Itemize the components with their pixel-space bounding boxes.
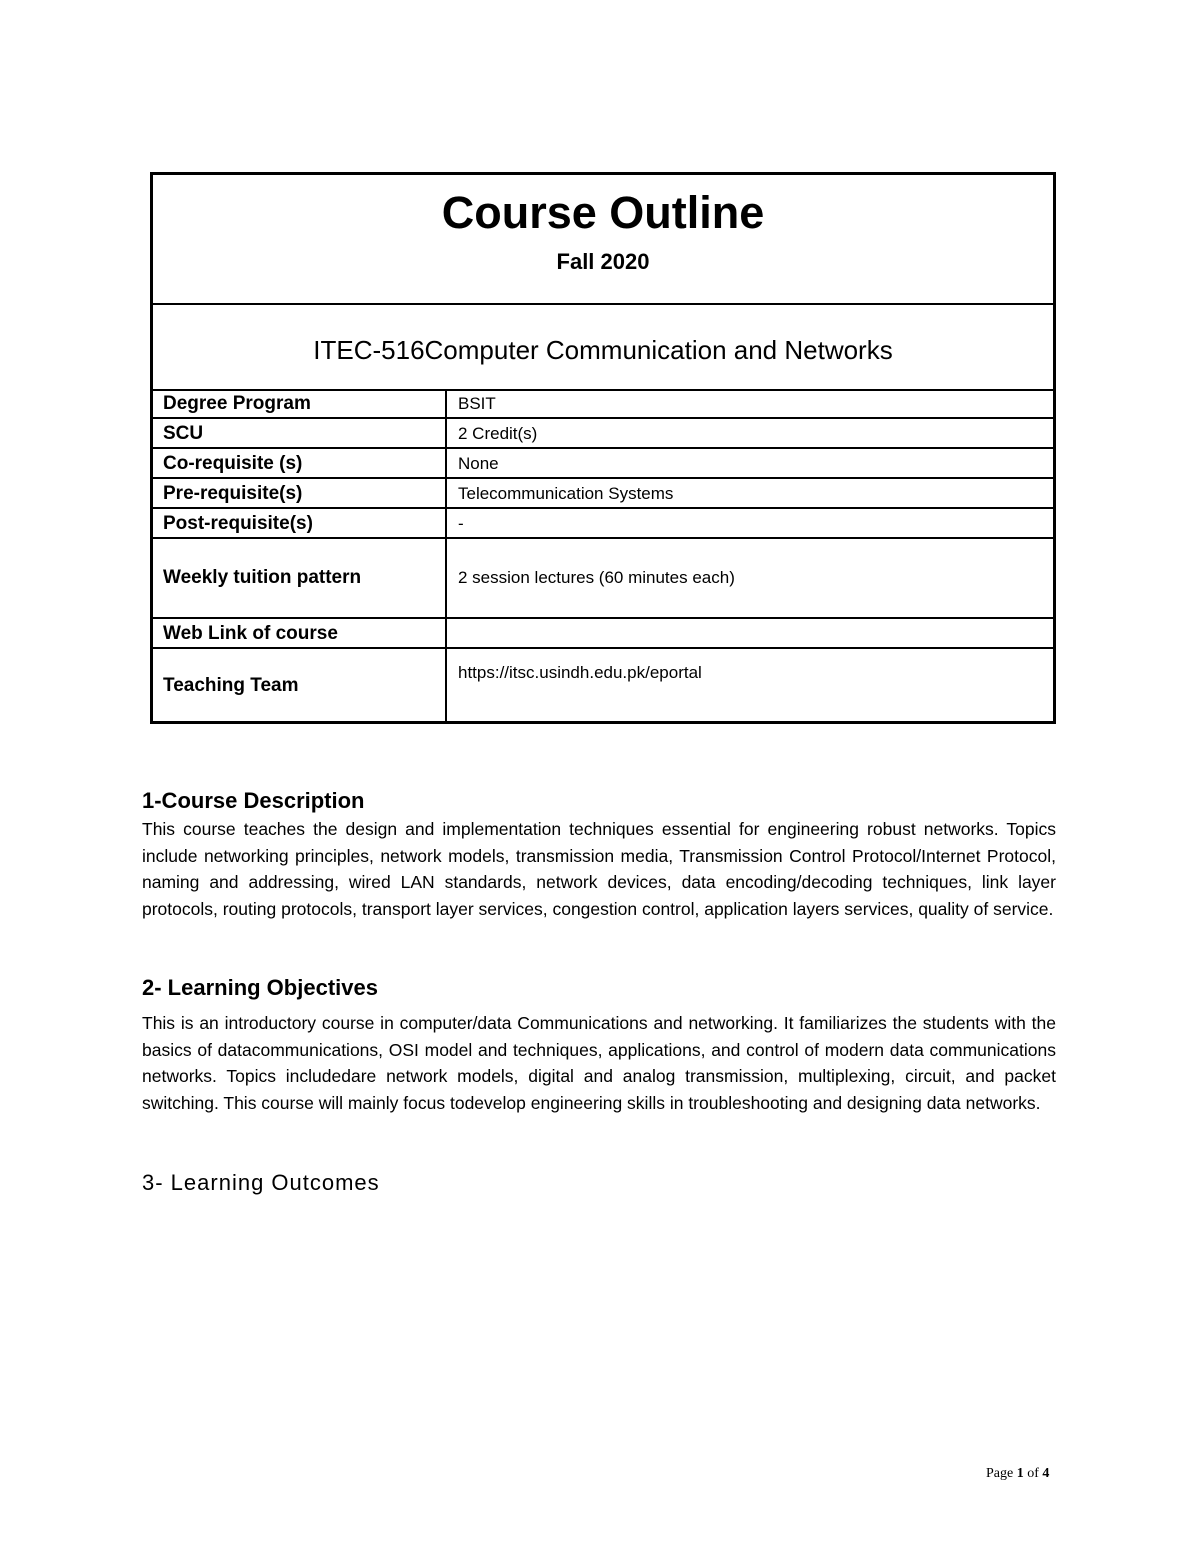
- course-description-text: This course teaches the design and implementation techniques essential for engineering robust networks. Topics include networking principles, network models, transmission media, Transmission Control Protocol/Internet Protocol, naming and addressing, wired LAN standards, network devices, data encoding/decoding techniques, link layer protocols, routing protocols, transport layer services, congestion control, application layers services, quality of service.: [142, 819, 1056, 919]
- row-label: SCU: [163, 423, 204, 444]
- of-word: of: [1027, 1466, 1039, 1481]
- teaching-team-link[interactable]: https://itsc.usindh.edu.pk/eportal: [458, 663, 702, 682]
- term-label: Fall 2020: [556, 249, 650, 274]
- table-row: [153, 389, 1053, 419]
- table-row: [153, 649, 1053, 721]
- row-label: Web Link of course: [163, 623, 338, 644]
- total-pages: 4: [1042, 1466, 1050, 1481]
- page-number: [986, 1466, 1049, 1482]
- section-heading-description: 1-Course Description: [142, 788, 365, 813]
- course-name: ITEC-516Computer Communication and Networks: [313, 335, 893, 365]
- learning-objectives-text: This is an introductory course in computer/data Communications and networking. It familiarizes the students with the basics of datacommunications, OSI model and techniques, applications, and control of modern data communications networks. Topics includedare network models, digital and analog transmission, multiplexing, circuit, and packet switching. This course will mainly focus todevelop engineering skills in troubleshooting and designing data networks.: [142, 1013, 1056, 1113]
- page-title: Course Outline: [441, 187, 765, 238]
- table-row: [153, 509, 1053, 539]
- row-value: Telecommunication Systems: [458, 484, 674, 503]
- table-row: [153, 449, 1053, 479]
- row-value: None: [458, 454, 499, 473]
- course-cell: [153, 305, 1053, 391]
- row-value: 2 session lectures (60 minutes each): [458, 568, 735, 587]
- table-row: [153, 619, 1053, 649]
- row-label: Co-requisite (s): [163, 453, 303, 474]
- title-cell: [153, 175, 1053, 305]
- row-label: Weekly tuition pattern: [163, 567, 362, 588]
- table-row: [153, 419, 1053, 449]
- current-page: 1: [1016, 1466, 1024, 1481]
- table-row: [153, 479, 1053, 509]
- row-label: Degree Program: [163, 393, 311, 414]
- row-label: Post-requisite(s): [163, 513, 313, 534]
- section-heading-outcomes: 3- Learning Outcomes: [142, 1170, 380, 1195]
- course-info-table: [150, 172, 1056, 724]
- row-label: Pre-requisite(s): [163, 483, 303, 504]
- section-heading-objectives: 2- Learning Objectives: [142, 975, 378, 1000]
- row-value: BSIT: [458, 394, 496, 413]
- row-value: -: [458, 514, 464, 533]
- table-row: [153, 539, 1053, 619]
- row-label: Teaching Team: [163, 675, 299, 696]
- page-word: Page: [986, 1466, 1014, 1481]
- row-value: 2 Credit(s): [458, 424, 538, 443]
